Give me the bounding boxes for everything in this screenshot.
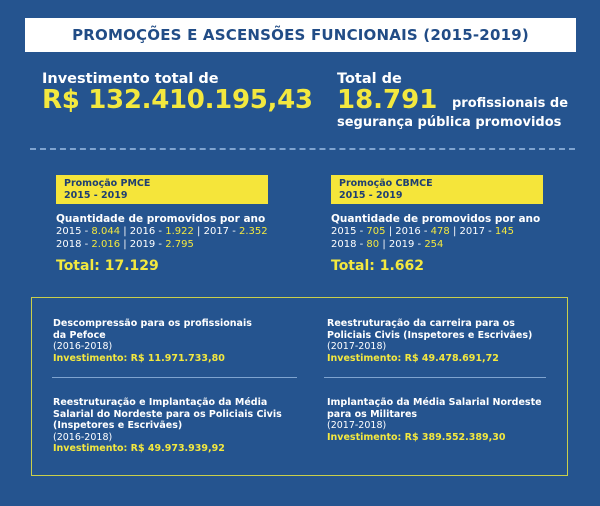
item-period: (2016-2018)	[53, 431, 113, 443]
pmce-year: 2017	[203, 226, 230, 237]
cbmce-heading: Quantidade de promovidos por ano	[331, 213, 541, 225]
total-description-line1: profissionais de	[452, 96, 569, 111]
cbmce-year: 2019	[388, 239, 415, 250]
cbmce-year: 2018	[331, 239, 357, 250]
cbmce-year: 2017	[459, 226, 485, 237]
cbmce-value: 478	[430, 226, 450, 237]
item-period: (2016-2018)	[53, 341, 113, 352]
investment-item-pefoce	[53, 318, 252, 364]
pmce-year: 2016	[129, 226, 156, 237]
pmce-total: Total: 17.129	[56, 258, 159, 274]
total-description-line2: segurança pública promovidos	[337, 115, 562, 130]
item-title-line: Implantação da Média Salarial Nordeste	[327, 397, 542, 408]
cbmce-tag-period: 2015 - 2019	[339, 190, 403, 201]
page-title: PROMOÇÕES E ASCENSÕES FUNCIONAIS (2015-2019)	[72, 26, 529, 44]
cbmce-value: 145	[494, 226, 515, 237]
dashed-divider	[30, 148, 575, 150]
investment-label: Investimento total de	[42, 71, 219, 87]
pmce-value: 8.044	[91, 226, 121, 237]
pmce-value: 2.352	[239, 226, 268, 237]
pmce-years-line2: 2018 - 2.016 | 2019 - 2.795	[56, 239, 194, 250]
pmce-value: 1.922	[165, 226, 194, 237]
item-title-line: da Pefoce	[53, 329, 106, 341]
item-period: (2017-2018)	[327, 341, 387, 352]
pmce-tag-period: 2015 - 2019	[64, 190, 128, 201]
cbmce-tag	[331, 175, 543, 204]
title-banner	[25, 18, 576, 52]
cbmce-value: 705	[366, 226, 386, 237]
investment-item-militares	[327, 397, 542, 443]
item-investment: Investimento: R$ 11.971.733,80	[53, 352, 225, 364]
total-label: Total de	[337, 71, 402, 87]
cbmce-value: 254	[424, 239, 444, 250]
item-title-line: para os Militares	[327, 408, 418, 420]
investment-value: R$ 132.410.195,43	[42, 85, 313, 115]
investment-item-policiais-civis	[327, 318, 532, 364]
pmce-value: 2.016	[91, 239, 121, 250]
item-title-line: Reestruturação e Implantação da Média	[53, 397, 268, 408]
pmce-value: 2.795	[165, 239, 194, 250]
pmce-year: 2018	[56, 239, 82, 250]
item-investment: Investimento: R$ 49.478.691,72	[327, 352, 499, 364]
cbmce-year: 2016	[395, 226, 421, 237]
item-title-line: Policiais Civis (Inspetores e Escrivães)	[327, 329, 533, 341]
pmce-tag	[56, 175, 268, 204]
item-separator	[324, 377, 546, 378]
item-investment: Investimento: R$ 49.973.939,92	[53, 443, 225, 454]
item-period: (2017-2018)	[327, 420, 387, 431]
item-title-line: (Inspetores e Escrivães)	[53, 420, 183, 431]
cbmce-years-line2: 2018 - 80 | 2019 - 254	[331, 239, 444, 250]
pmce-tag-title: Promoção PMCE	[64, 178, 151, 189]
item-investment: Investimento: R$ 389.552.389,30	[327, 431, 506, 443]
item-title-line: Salarial do Nordeste para os Policiais Civis	[53, 408, 282, 420]
pmce-year: 2019	[129, 239, 156, 250]
pmce-years-line1: 2015 - 8.044 | 2016 - 1.922 | 2017 - 2.352	[56, 226, 268, 237]
investment-item-media-salarial-civis	[53, 397, 282, 455]
cbmce-year: 2015	[331, 226, 357, 237]
cbmce-tag-title: Promoção CBMCE	[339, 178, 433, 189]
item-title-line: Reestruturação da carreira para os	[327, 318, 515, 329]
item-title-line: Descompressão para os profissionais	[53, 318, 252, 329]
item-separator	[52, 377, 297, 378]
cbmce-total: Total: 1.662	[331, 258, 425, 274]
pmce-year: 2015	[56, 226, 82, 237]
total-value: 18.791	[337, 85, 438, 115]
pmce-heading: Quantidade de promovidos por ano	[56, 213, 266, 225]
cbmce-years-line1: 2015 - 705 | 2016 - 478 | 2017 - 145	[331, 226, 515, 237]
cbmce-value: 80	[366, 239, 380, 250]
